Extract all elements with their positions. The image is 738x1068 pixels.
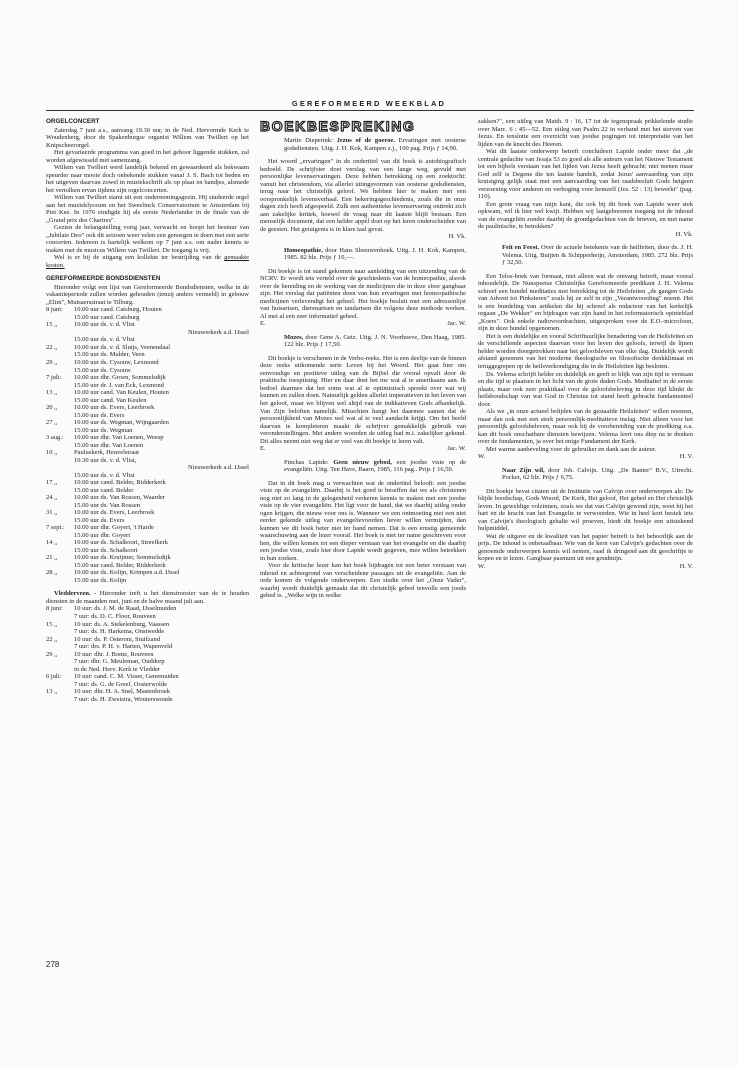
header-rule xyxy=(46,110,694,111)
schedule-date xyxy=(46,351,74,359)
schedule-date: 10 ,, xyxy=(46,449,58,457)
review-signature xyxy=(478,563,693,571)
schedule-date xyxy=(46,643,74,651)
schedule-date xyxy=(46,472,74,480)
schedule-date: 22 ,, xyxy=(46,635,58,643)
schedule-row xyxy=(46,359,249,367)
boekbespreking-title: BOEKBESPREKING xyxy=(260,118,416,134)
orgelconcert-body xyxy=(46,127,249,255)
review-signature: H. Vk. xyxy=(675,230,693,238)
schedule-row xyxy=(46,658,249,666)
schedule-entry: 10.00 uur dhr. Goyert, 't Harde xyxy=(74,524,154,532)
review-naar-zijn-wil xyxy=(478,467,693,571)
schedule-row xyxy=(46,605,249,613)
review-author: Pinchas Lapide: xyxy=(284,458,334,466)
review-author: Martie Dieperink: xyxy=(284,137,337,144)
review-heading xyxy=(284,334,466,349)
review-homeopathie xyxy=(260,247,466,328)
schedule-date: 15 ,, xyxy=(46,321,58,329)
review-publication: door Joh. Calvijn. Uitg. „De Banier" B.V., Utrecht. Pocket, 62 blz. Prijs ƒ 6,75. xyxy=(502,466,693,482)
schedule-date: 13 ,, xyxy=(46,688,58,696)
review-heading xyxy=(502,467,693,482)
paragraph: Dit boekje is tot stand gekomen naar aanleiding van een uitzending van de NCRV. Er wordt iets verteld over de geschiedenis van de homeopathie, alsook over de bereiding en de werking van de medicijnen die in deze sfeer gangbaar zijn. Het verslag dat patiënten doen van hun ervaringen met homeopathische medicijnen verlevendigt het geheel. Het boekje besluit met een adressenlijst van huisartsen, dierenartsen en tandartsen die volgens deze methode werken. Al met al een zeer informatief geheel. xyxy=(260,267,466,320)
schedule-row xyxy=(46,412,249,420)
signature-right: Jac. W. xyxy=(447,445,466,453)
schedule-date: 22 ,, xyxy=(46,343,58,351)
schedule-entry: 7 uur: ds. G. de Greef, Oosterwolde xyxy=(74,680,167,688)
schedule-date: 6 juli: xyxy=(46,673,62,681)
column-left xyxy=(46,118,249,703)
schedule-entry: 10.00 uur cand. Belder, Ridderkerk xyxy=(74,479,166,487)
schedule-row xyxy=(46,628,249,636)
column-right xyxy=(478,118,693,570)
paragraph: Willem van Twillert werd landelijk bekend en gewaardeerd als bekwaam speurder naar mooie doch onbekende stukken vanaf J. S. Bach tot heden en het uitgeven daarvan zowel in muziekschrift als op plaat en bandjes, alsmede het vertolken ervan tijdens zijn orgelconcerten. xyxy=(46,164,249,194)
schedule-row xyxy=(46,509,249,517)
review-signature xyxy=(260,445,466,453)
schedule-row xyxy=(46,389,249,397)
schedule-date xyxy=(46,502,74,510)
paragraph: Wat dit laatste onderwerp betreft concludeert Lapide onder meer dat „de centrale gedachte van Jesaja 53 zo goed als alle auteurs van het Nieuwe Testament tot een bijbels verstaan van het lijden van Jezus heeft gebracht: niet menen maar God zelf is Degene die ten laatste handelt, zodat Jezus' aanvaarding van zijn kruisiging gelijk staat met een aanvaarding van het raadsbesluit Gods hetgeen verzoening voor anderen en verhoging voor hemzelf (Jes. 52 : 13) bewerkt" (pag. 110). xyxy=(478,148,693,201)
paragraph: Het gevarieerde programma van goed in het gehoor liggende stukken, zal worden afgewisseld met samenzang. xyxy=(46,149,249,164)
schedule-date xyxy=(46,628,74,636)
signature-left: W. xyxy=(478,453,486,461)
review-heading xyxy=(284,247,466,262)
schedule-date: 31 ,, xyxy=(46,509,58,517)
paragraph: zakken?", een uitleg van Matth. 9 : 16, 17 tot de tegenspraak prikkelende studie over Marc. 6 : 45—52. Een uitleg van Psalm 22 in verband met het sterven van Jezus. En tenslotte een overzicht van joodse pogingen tot interpretatie van het lijden van de knecht des Heeren. xyxy=(478,118,693,148)
schedule-row xyxy=(46,472,249,480)
schedule-row xyxy=(46,613,249,621)
schedule-entry: Nieuwerkerk a.d. IJssel xyxy=(187,328,249,336)
bondsdiensten-heading: GEREFORMEERDE BONDSDIENSTEN xyxy=(46,275,161,283)
schedule-row xyxy=(46,344,249,352)
schedule-row xyxy=(46,643,249,651)
page-number: 278 xyxy=(46,960,60,969)
schedule-entry: 15.00 uur cand. Belder xyxy=(74,486,134,494)
schedule-entry: 15.00 uur ds. v. d. Vlist xyxy=(74,336,135,344)
schedule-entry: 10 uur: ds. A. Stekelenburg, Vaassen xyxy=(74,620,170,628)
schedule-row xyxy=(46,517,249,525)
review-heading xyxy=(284,459,466,474)
schedule-entry: 10.00 uur dhr. Van Loenen, Weesp xyxy=(74,434,164,442)
schedule-row xyxy=(46,673,249,681)
schedule-date: 7 juli: xyxy=(46,374,62,382)
schedule-row xyxy=(46,419,249,427)
journal-header: GEREFORMEERD WEEKBLAD xyxy=(291,99,447,108)
schedule-entry: 10 uur: ds. P. Osterom, Stuifzand xyxy=(74,635,160,643)
schedule-row xyxy=(46,569,249,577)
schedule-date xyxy=(46,562,74,570)
schedule-entry: 7 uur: drs. P. H. v. Harten, Wapenveld xyxy=(74,643,173,651)
paragraph: Als we „in onze actueel belijden van de gestaafde Heilsfeiten" willen noemen, maar dan ook met een sterk persoonlijk-meditatieve inslag. Niet alleen voor het persoonlijk geloofsbeleven, maar ook bij de voorbereiding van de prediking o.a. kan dit boek onschatbare diensten bewijzen. Velema leert ons diep na te denken over de fundamenten, ja over het enige Fundament der Kerk. xyxy=(478,408,693,446)
schedule-row xyxy=(46,696,249,704)
schedule-entry: 10.00 uur ds. Schalkoort, Streefkerk xyxy=(74,539,169,547)
schedule-date xyxy=(46,613,74,621)
schedule-row xyxy=(46,621,249,629)
schedule-entry: 15.00 uur ds. Schalkoort xyxy=(74,546,138,554)
orgelconcert-heading: ORGELCONCERT xyxy=(46,118,100,125)
schedule-entry: 15.00 uur ds. Mulder, Veen xyxy=(74,351,145,359)
schedule-row xyxy=(46,336,249,344)
schedule-date xyxy=(46,336,74,344)
bondsdiensten-intro: Hieronder volgt een lijst van Gereformeerde Bondsdiensten, welke in de vakantieperiode zullen worden gehouden (tenzij anders vermeld) in gebouw „Elim", Mutsaersstraat te Tilburg. xyxy=(46,283,249,306)
schedule-date: 8 juni: xyxy=(46,605,63,613)
review-book-title: Mozes, xyxy=(284,333,304,341)
paragraph: Het is een duidelijke en vooral Schriftuurlijke benadering van de Heilsfeiten en de verschillende aspecten daarvan voor het leven des geloofs, terwijl de lijnen helder worden doorgetrokken naar het geloofsleven van elke dag. Duidelijk wordt afstand genomen van het moderne theologische en filosofische denkklimaat en teruggegrepen op de heilsverkondiging die in de Heilsfeiten ligt besloten. xyxy=(478,332,693,370)
paragraph: Gezien de belangstelling vorig jaar, verwacht en hoopt het bestuur van „Jubilate Deo" ook dit seizoen weer velen een genoegen te doen met een serie concerten. Iedereen is hartelijk welkom op 7 juni a.s. om nader kennis te maken met de musicus Willem van Twillert. De toegang is vrij. xyxy=(46,224,249,254)
paragraph: Dat in dit boek mag u verwachten wat de ondertitel belooft: een joodse visie op de evangeliën. Daarbij is het goed te beseffen dat we als christenen nog niet zo lang in de gelegenheid verkeren kennis te maken met een joodse visie op de vier evangeliën. Het ligt voor de hand, dat we daarbij uitleg onder ogen krijgen, die nieuw voor ons is. Wanneer we een ontmoeting met een niet eerder gekende uitleg van evangelievoorden liever willen vermijden, dan kunnen we dit boek beter niet ter hand nemen. Dat is een ernstig gemeende waarschuwing aan de lezer vooraf. Het boek is niet ter name geschreven voor hen, die willen komen tot een dieper verstaan van het evangelie en die daarbij een joodse visie, zoals hier door Lapide wordt gegeven, mee willen betrekken in hun zoeken. xyxy=(260,479,466,562)
schedule-entry: 15.00 uur ds. Evers xyxy=(74,411,125,419)
paragraph: Ds. Velema schrijft helder en duidelijk en geeft er blijk van zijn tijd te verstaan en die tijd te plaatsen in het licht van de grote daden Gods. Meditatief in de eerste plaats, maar ook zeer praktikaal voor de geloofsbeleving in deze tijd klinkt de heilsboodschap van wat God in Christus tot stand heeft gebracht fundamenteel door. xyxy=(478,370,693,408)
schedule-date: 21 ,, xyxy=(46,554,58,562)
schedule-row xyxy=(46,351,249,359)
schedule-date xyxy=(46,314,74,322)
paragraph: Met warme aanbeveling voor de gebruiker en dank aan de auteur. xyxy=(486,445,657,453)
schedule-entry: 10.00 uur ds. v. d. Vlist xyxy=(74,321,135,329)
paragraph: Een Telos-boek van formaat, niet alleen wat de omvang betreft, maar vooral inhoudelijk. De Nunspeetse Christelijke Gereformeerde predikant J. H. Velema schreef een bundel meditaties met betrekking tot de Heilsfeiten „de gangen Gods van Advent tot Pinksteren" zoals hij ze zelf in zijn „Verantwoording" noemt. Het is een bundeling van artikelen die hij schreef als redacteur van het kerkelijk orgaan „De Wekker" en bijdragen van zijn hand in het reformatorisch opinieblad „Koers". Ook enkele radiovoordrachten, uitgesproken voor de E.O.-microfoon, zijn in deze bundel opgenomen. xyxy=(478,272,693,333)
review-heading xyxy=(502,244,693,267)
paragraph: Wat de uitgave en de kwaliteit van het papier betreft is het behoorlijk aan de prijs. De inhoud is onbetaalbaar. Wie van de kern van Calvijn's gedachten over de genoemde onderwerpen kennis wil nemen, raad ik dringend aan dit geschriftje te kopen en te lezen. Gangbaar pasmunt uit een goudmijn. xyxy=(478,532,693,563)
schedule-row xyxy=(46,397,249,405)
schedule-date xyxy=(46,577,74,585)
schedule-row xyxy=(46,547,249,555)
review-publication: door Hans Sleeuwenhoek. Uitg. J. H. Kok, Kampen, 1985. 82 blz. Prijs ƒ 10,—. xyxy=(284,246,466,262)
schedule-entry: 10.00 uur ds. Evers, Leerbroek xyxy=(74,509,155,517)
schedule-entry: 10.30 uur ds. v. d. Vlist, xyxy=(74,456,137,464)
schedule-row xyxy=(46,382,249,390)
schedule-entry: 15.00 uur ds. v. d. Vlist xyxy=(74,471,135,479)
schedule-row xyxy=(46,306,249,314)
vledderveen-schedule xyxy=(46,605,249,703)
schedule-entry: 10.00 uur ds. Cysouw, Lexmond xyxy=(74,358,159,366)
schedule-date: 29 ,, xyxy=(46,650,58,658)
schedule-entry: 15.00 uur ds. Wegman xyxy=(74,426,133,434)
schedule-date xyxy=(46,532,74,540)
review-book-title: Feit en Feest. xyxy=(502,244,540,252)
schedule-entry: in de Ned. Herv. Kerk te Vledder xyxy=(74,665,161,673)
schedule-date xyxy=(46,457,74,465)
schedule-row xyxy=(46,442,249,450)
schedule-row xyxy=(46,479,249,487)
schedule-date xyxy=(46,547,74,555)
paragraph: Een grote vraag van mijn kant, die ook bij dit boek van Lapide weer stek opkwam, wil ik hier wel kwijt. Hebben wij laatgeborenen toegang tot de inhoud van de evangeliën zonder daarbij de grondgedachten van de brieven, en met name de paulinische, te betrekken? xyxy=(478,200,693,231)
schedule-entry: 15.00 uur dr. J. van Eck, Lexmond xyxy=(74,381,164,389)
schedule-date: 13 ,, xyxy=(46,389,58,397)
review-book-title: Geen nieuw gebod, xyxy=(333,458,392,466)
schedule-entry: 15.00 uur cand. Van Keulen xyxy=(74,396,147,404)
schedule-entry: 7 uur: dhr. G. Meuleman, Ouddorp xyxy=(74,658,165,666)
schedule-entry: Nieuwerkerk a.d. IJssel xyxy=(187,464,249,472)
schedule-date xyxy=(46,681,74,689)
signature-right: H. Vk. xyxy=(448,233,466,241)
schedule-row xyxy=(46,562,249,570)
paragraph: Dit boekje bevat citaten uit de Institutie van Calvijn over onderwerpen als: De blijde boodschap, Gods Woord, De Kerk, Het geloof, Het gebed en Het christelijk leven. In geweldige volzinnen, zoals we dat van Calvijn gewend zijn, weet hij het hart en de kracht van het Evangelie te verwoorden. Wie in heel kort bestek iets van Calvijn's theologisch gehalte wil proeven, biedt dit boekje een uitstekend hulpmiddel. xyxy=(478,487,693,533)
schedule-row xyxy=(46,688,249,696)
review-book-title: Jezus of de goeroe. xyxy=(336,137,395,144)
schedule-row xyxy=(46,636,249,644)
schedule-entry: 10.00 uur ds. Kolijn, Krimpen a.d. IJssel xyxy=(74,569,180,577)
schedule-date xyxy=(46,464,74,472)
schedule-date: 17 ,, xyxy=(46,479,58,487)
schedule-date xyxy=(46,397,74,405)
review-heading xyxy=(284,137,466,152)
schedule-date xyxy=(46,517,74,525)
schedule-entry: 15.00 uur ds. Van Rossen xyxy=(74,501,140,509)
schedule-row xyxy=(46,494,249,502)
schedule-entry: 10 uur: dhr. J. Bonte, Rouveen xyxy=(74,650,154,658)
review-publication: een joodse visie op de evangeliën. Uitg. Ten Have, Baarn, 1985, 116 pag.. Prijs ƒ 16,50. xyxy=(284,458,467,474)
schedule-row xyxy=(46,449,249,457)
schedule-row xyxy=(46,321,249,329)
schedule-date xyxy=(46,382,74,390)
schedule-row xyxy=(46,577,249,585)
schedule-entry: 10 uur: ds. J. M. de Raad, IJsselmuiden xyxy=(74,605,177,613)
schedule-entry: 10.00 uur ds. Van Rossen, Waarder xyxy=(74,494,165,502)
schedule-date xyxy=(46,412,74,420)
schedule-entry: 10.00 uur cand. Catsburg, Houten xyxy=(74,306,162,314)
schedule-row xyxy=(46,367,249,375)
schedule-date xyxy=(46,427,74,435)
schedule-entry: Pauluskerk, Heuvelstraat xyxy=(74,449,139,457)
schedule-entry: 15.00 uur ds. Cysouw xyxy=(74,366,131,374)
signature-right: H. V. xyxy=(679,453,693,461)
schedule-row xyxy=(46,329,249,337)
schedule-date xyxy=(46,329,74,337)
schedule-date: 7 sept.: xyxy=(46,524,65,532)
schedule-date xyxy=(46,696,74,704)
schedule-entry: 15.00 uur dhr. Van Loenen xyxy=(74,441,144,449)
schedule-row xyxy=(46,404,249,412)
vledderveen-intro: Vledderveen. - Hieronder treft u het dienstrooster van de te houden diensten in de maanden mei, juni en de halve maand juli aan. xyxy=(46,590,249,605)
schedule-entry: 15.00 uur dhr. Goyert xyxy=(74,531,131,539)
schedule-date: 24 ,, xyxy=(46,494,58,502)
schedule-entry: 10.00 uur ds. Wegman, Wijngaarden xyxy=(74,419,169,427)
review-geen-nieuw-gebod xyxy=(260,459,466,600)
schedule-entry: 10.00 uur cand. Van Keulen, Houten xyxy=(74,389,169,397)
schedule-date: 14 ,, xyxy=(46,539,58,547)
schedule-date: 15 ,, xyxy=(46,620,58,628)
schedule-date: 29 ,, xyxy=(46,358,58,366)
schedule-row xyxy=(46,681,249,689)
schedule-entry: 15.00 uur cand. Catsburg xyxy=(74,313,140,321)
schedule-row xyxy=(46,427,249,435)
review-signature xyxy=(478,453,693,461)
paragraph: Dit boekje is verschenen in de Verbo-reeks. Het is een deeltje van de binnen deze reeks uitkomende serie Leven bij het Woord. Het gaat hier om eenvoudige en positieve uitleg van de Bijbel die vooral opvalt door de praktische toespitsing. Hier en daar doet het me wat al te amerikaans aan. Ik bedoel daarmee dat het soms wat al te optimistisch spreekt over wat wij kunnen en zullen doen. Natuurlijk gelden allerlei imperatieven in het leven van het geloof, maar we blijven wel altijd van de indikatieven Gods afhankelijk. Van Zijn beloften namelijk. Misschien hangt het daarmee samen dat de persoonlijkheid van Mozes wel wat al te veel aandacht krijgt. Om het beeld daarvan te kompleteren maakt de schrijver gemakkelijk gebruik van veronderstellingen. Met andere woorden de uitleg had m.i. zakelijker gekund. Dit alles neemt niet weg dat er veel van dit boekje te leren valt. xyxy=(260,354,466,445)
orgelconcert-closing: Wel is er bij de uitgang een kollekte ter bestrijding van de gemaakte kosten. xyxy=(46,254,249,269)
schedule-row xyxy=(46,487,249,495)
schedule-entry: 7 uur: ds. H. Harkema, Onstwedde xyxy=(74,628,165,636)
schedule-date: 8 juni: xyxy=(46,306,63,314)
schedule-row xyxy=(46,434,249,442)
review-mozes xyxy=(260,334,466,453)
bondsdiensten-schedule xyxy=(46,306,249,584)
schedule-row xyxy=(46,457,249,465)
schedule-entry: 15.00 uur cand. Belder, Ridderkerk xyxy=(74,561,166,569)
paragraph: Het woord „ervaringen" in de ondertitel van dit boek is autobiografisch bedoeld. De schrijfster doet verslag van een lange weg, gevuld met persoonlijke levenservaringen. Deze hebben betrekking op een zoektocht: vanuit het christendom, via allerlei uitingsvormen van oosterse godsdiensten, terug naar het christelijk geloof. We hebben hier te maken met een oorspronkelijk levensverhaal. Een bekeringsgeschiedenis, zoals die in onze dagen zich heeft afgespeeld. Zulk een authentieke levenservaring onttrekt zich aan zakelijke kritiek, hoewel de vraag naar dit laatste blijft bestaan. Een menselijk document, dat een helder appèl doet op het leren onderscheiden van de geesten. Het getuigenis is in klare taal gevat. xyxy=(260,158,466,233)
schedule-date xyxy=(46,658,74,666)
schedule-date: 27 ,, xyxy=(46,419,58,427)
schedule-entry: 7 uur: ds. H. Zweistra, Wouterswoude xyxy=(74,695,173,703)
review-signature xyxy=(260,320,466,328)
signature-left: W. xyxy=(478,562,486,570)
schedule-entry: 10 uur: dhr. H. A. Snel, Mastenbroek xyxy=(74,688,171,696)
schedule-entry: 15.00 uur ds. Kolijn xyxy=(74,576,127,584)
schedule-row xyxy=(46,666,249,674)
schedule-entry: 10.00 uur ds. v. d. Sluijs, Veenendaal xyxy=(74,343,171,351)
schedule-row xyxy=(46,314,249,322)
schedule-row xyxy=(46,502,249,510)
schedule-row xyxy=(46,464,249,472)
schedule-row xyxy=(46,539,249,547)
schedule-entry: 10 uur: cand. C. M. Visser, Genemuiden xyxy=(74,673,179,681)
review-publication: Ervaringen met oosterse godsdiensten. Uitg. J. H. Kok, Kampen z.j., 100 pag. Prijs ƒ 14,90. xyxy=(284,137,467,152)
paragraph: Willem van Twillert stamt uit een ondernemingsgezin. Hij studeerde orgel aan het muzieklyceum en het Sweelinck Conservatorium te Amsterdam bij Piet Kee. In 1976 eindigde hij als eerste Nederlander in de finale van de „Grand prix des Chartres". xyxy=(46,194,249,224)
signature-right: H. V. xyxy=(679,562,693,570)
schedule-date xyxy=(46,487,74,495)
schedule-row xyxy=(46,374,249,382)
schedule-row xyxy=(46,651,249,659)
signature-right: Jac. W. xyxy=(447,320,466,328)
review-book-title: Homeopathie, xyxy=(284,246,323,254)
paragraph: Zaterdag 7 juni a.s., aanvang 19.30 uur, in de Ned. Hervormde Kerk te Woudenberg, door de Spakenburgse organist Willem van Twillert op het Knipscheerorgel. xyxy=(46,126,249,149)
schedule-entry: 10.00 uur ds. Kruijmer, Sommelsdijk xyxy=(74,554,171,562)
schedule-entry: 10.00 uur dhr. Groen, Sommelsdijk xyxy=(74,374,166,382)
review-publication: Over de actuele betekenis van de heilfeiten, door ds. J. H. Velema. Uitg. Buijten & Schipperheijn, Amsterdam, 1985. 272 blz. Prijs ƒ 32,50. xyxy=(502,244,693,267)
review-publication: door Gene A. Getz. Uitg. J. N. Voorhoeve, Den Haag, 1985. 122 blz. Prijs ƒ 17,50. xyxy=(284,333,466,349)
signature-left: E. xyxy=(260,445,266,453)
review-jezus-of-de-goeroe xyxy=(260,137,466,241)
schedule-date: 3 aug.: xyxy=(46,434,64,442)
schedule-entry: 7 uur: ds. D. C. Floor, Rouveen xyxy=(74,613,156,620)
schedule-date xyxy=(46,442,74,450)
schedule-date: 28 ,, xyxy=(46,569,58,577)
schedule-row xyxy=(46,554,249,562)
schedule-date xyxy=(46,367,74,375)
schedule-date xyxy=(46,666,74,674)
review-book-title: Naar Zijn wil, xyxy=(502,466,545,474)
review-geen-nieuw-gebod-continued xyxy=(478,118,693,231)
review-signature xyxy=(260,233,466,241)
schedule-entry: 10.00 uur ds. Evers, Leerbroek xyxy=(74,404,155,412)
paragraph: Voor de kritische lezer kan het boek bijdragen tot een beter verstaan van inhoud en achtergrond van verscheidene passages uit de evangeliën. Aan de orde komen de volgende onderwerpen. Een studie over het „Onze Vader", waarbij wordt duidelijk gemaakt dat dit christelijk gebed tenvolle een joods gebed is. „Welke wijn in welke xyxy=(260,562,466,600)
review-feit-en-feest xyxy=(478,244,693,460)
schedule-row xyxy=(46,532,249,540)
schedule-date: 20 ,, xyxy=(46,404,58,412)
signature-left: E. xyxy=(260,320,266,328)
schedule-row xyxy=(46,524,249,532)
column-middle xyxy=(260,118,466,600)
schedule-entry: 15.00 uur ds. Evers xyxy=(74,516,125,524)
